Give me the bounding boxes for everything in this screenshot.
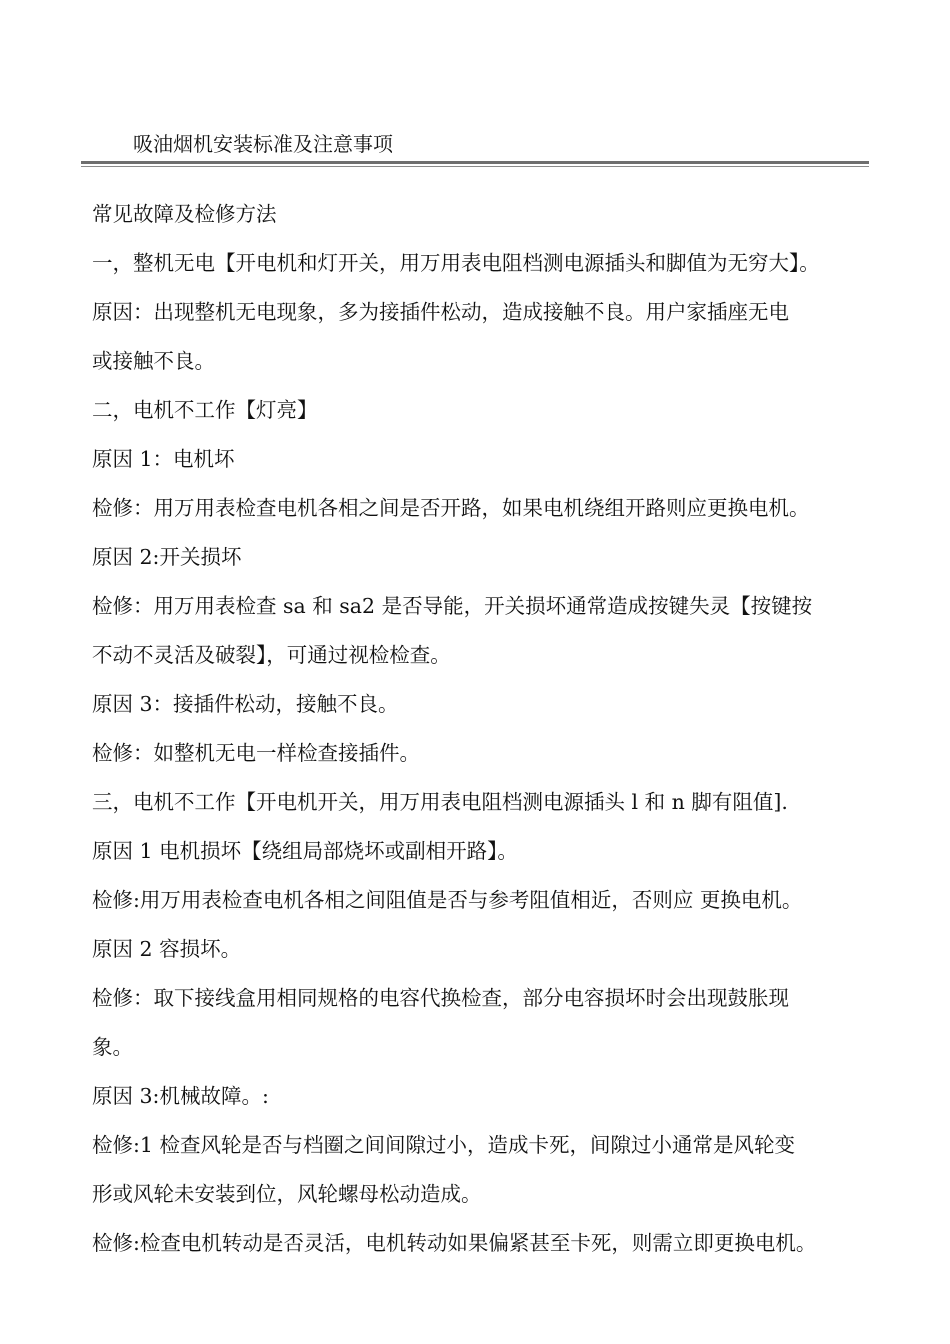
header-rule-secondary	[81, 166, 869, 167]
section-heading: 常见故障及检修方法	[92, 202, 277, 226]
paragraph-line: 检修:1 检查风轮是否与档圈之间间隙过小，造成卡死，间隙过小通常是风轮变	[92, 1133, 795, 1157]
paragraph-line: 二，电机不工作【灯亮】	[92, 398, 318, 422]
paragraph-line: 一，整机无电【开电机和灯开关，用万用表电阻档测电源插头和脚值为无穷大】。	[92, 251, 820, 275]
paragraph-line: 原因 1：电机坏	[92, 447, 235, 471]
paragraph-line: 象。	[92, 1035, 133, 1059]
paragraph-line: 不动不灵活及破裂】，可通过视检检查。	[92, 643, 451, 667]
paragraph-line: 形或风轮未安装到位，风轮螺母松动造成。	[92, 1182, 482, 1206]
paragraph-line: 检修：取下接线盒用相同规格的电容代换检查，部分电容损坏时会出现鼓胀现	[92, 986, 789, 1010]
paragraph-line: 检修:用万用表检查电机各相之间阻值是否与参考阻值相近，否则应 更换电机。	[92, 888, 803, 912]
paragraph-line: 原因：出现整机无电现象，多为接插件松动，造成接触不良。用户家插座无电	[92, 300, 789, 324]
paragraph-line: 检修：用万用表检查 sa 和 sa2 是否导能，开关损坏通常造成按键失灵【按键按	[92, 594, 813, 618]
paragraph-line: 原因 1 电机损坏【绕组局部烧坏或副相开路】。	[92, 839, 518, 863]
paragraph-line: 原因 3：接插件松动，接触不良。	[92, 692, 399, 716]
page-header-title: 吸油烟机安装标准及注意事项	[133, 132, 393, 156]
paragraph-line: 检修：如整机无电一样检查接插件。	[92, 741, 420, 765]
paragraph-line: 检修:检查电机转动是否灵活，电机转动如果偏紧甚至卡死，则需立即更换电机。	[92, 1231, 817, 1255]
paragraph-line: 原因 2:开关损坏	[92, 545, 242, 569]
paragraph-line: 原因 2 容损坏。	[92, 937, 242, 961]
paragraph-line: 三，电机不工作【开电机开关，用万用表电阻档测电源插头 l 和 n 脚有阻值].	[92, 790, 788, 814]
document-body	[92, 190, 867, 1268]
paragraph-line: 原因 3:机械故障。:	[92, 1084, 269, 1108]
paragraph-line: 或接触不良。	[92, 349, 215, 373]
header-rule	[81, 161, 869, 164]
paragraph-line: 检修：用万用表检查电机各相之间是否开路，如果电机绕组开路则应更换电机。	[92, 496, 810, 520]
